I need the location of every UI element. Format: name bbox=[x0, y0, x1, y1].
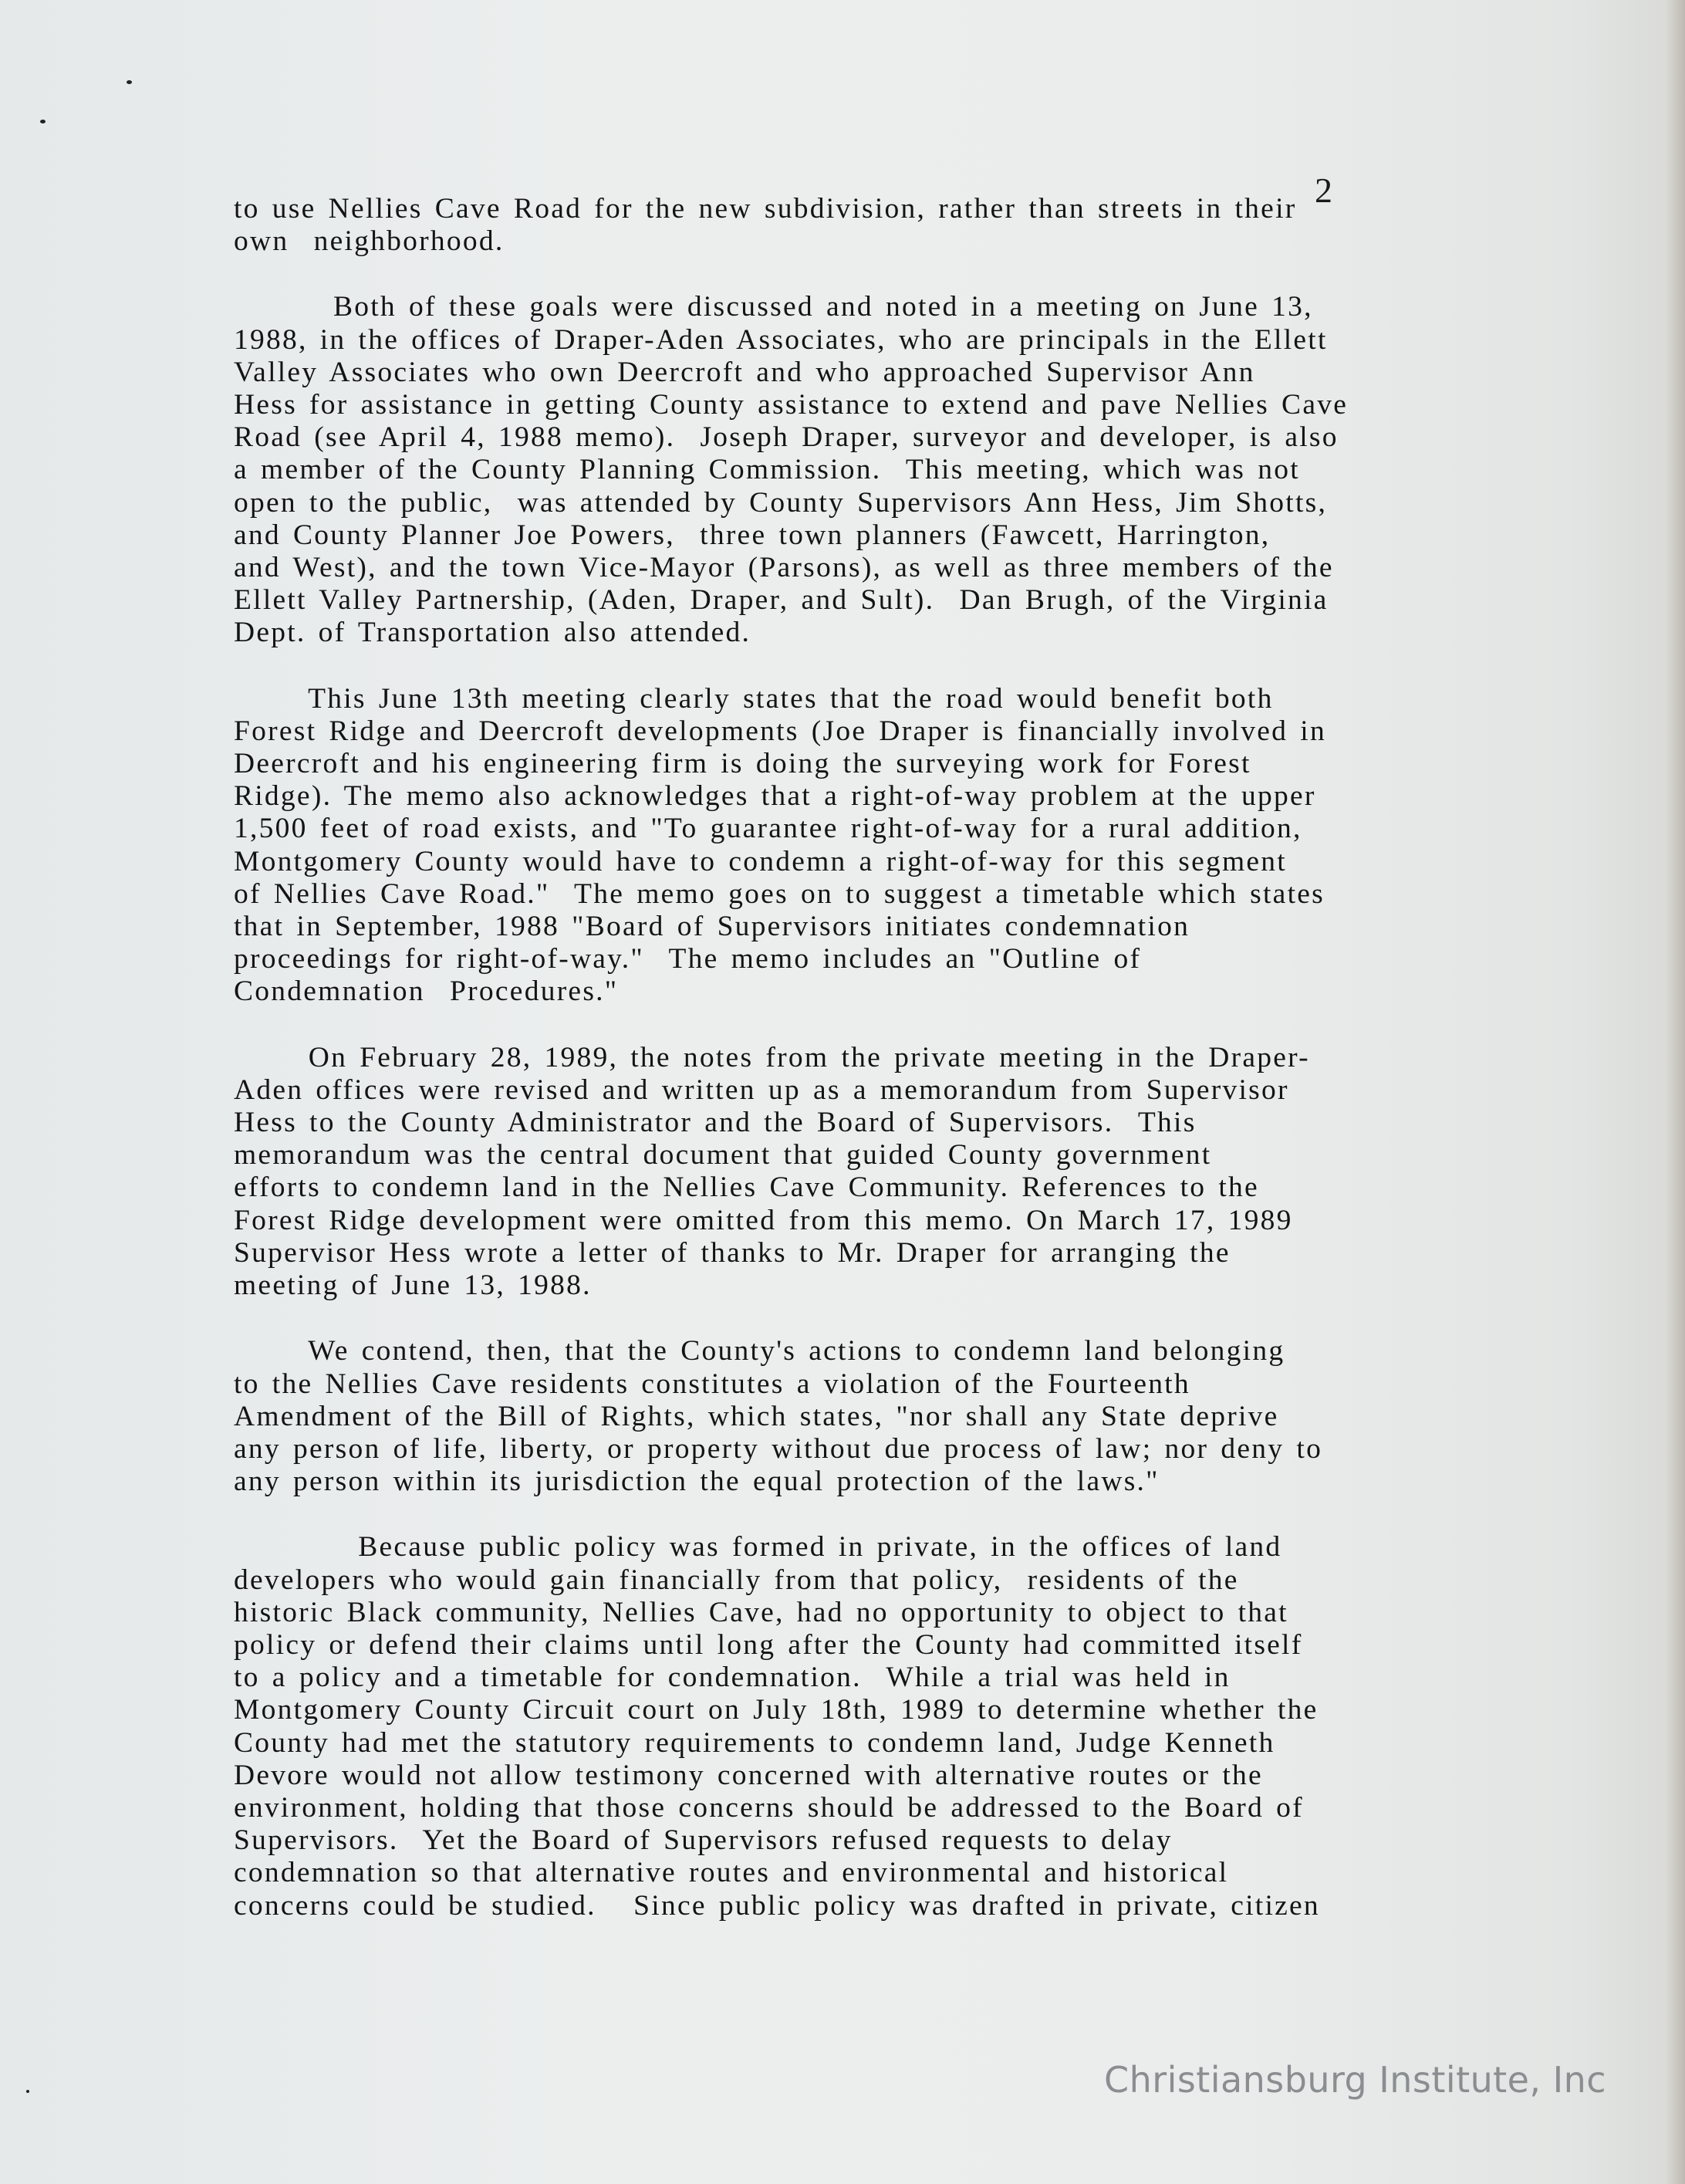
text-line: Forest Ridge and Deercroft developments (Joe Draper is financially involved in bbox=[234, 715, 1326, 747]
text-line: Montgomery County would have to condemn a right-of-way for this segment bbox=[234, 845, 1287, 877]
text-line: Dept. of Transportation also attended. bbox=[234, 617, 751, 649]
scan-speck bbox=[127, 80, 132, 84]
text-line: that in September, 1988 "Board of Supervisors initiates condemnation bbox=[234, 911, 1190, 943]
watermark: Christiansburg Institute, Inc bbox=[1104, 2059, 1606, 2101]
paragraph bbox=[234, 1531, 1437, 1922]
text-line: 1988, in the offices of Draper-Aden Associates, who are principals in the Ellett bbox=[234, 323, 1328, 356]
page-edge-shadow bbox=[1665, 0, 1685, 2184]
page-number: 2 bbox=[1315, 171, 1332, 210]
text-line: developers who would gain financially from that policy, residents of the bbox=[234, 1564, 1239, 1596]
text-line: Forest Ridge development were omitted from this memo. On March 17, 1989 bbox=[234, 1204, 1293, 1236]
text-line: This June 13th meeting clearly states that the road would benefit both bbox=[234, 682, 1274, 715]
paragraph bbox=[234, 1335, 1437, 1498]
text-line: Because public policy was formed in private, in the offices of land bbox=[234, 1531, 1282, 1564]
paragraph bbox=[234, 291, 1437, 649]
text-line: Both of these goals were discussed and noted in a meeting on June 13, bbox=[234, 291, 1313, 323]
text-line: Amendment of the Bill of Rights, which states, "nor shall any State deprive bbox=[234, 1400, 1279, 1432]
text-line: Condemnation Procedures." bbox=[234, 975, 619, 1008]
text-line: meeting of June 13, 1988. bbox=[234, 1269, 592, 1302]
text-line: Hess for assistance in getting County assistance to extend and pave Nellies Cave bbox=[234, 389, 1349, 421]
text-line: Ridge). The memo also acknowledges that a right-of-way problem at the upper bbox=[234, 780, 1316, 813]
text-line: We contend, then, that the County's actions to condemn land belonging bbox=[234, 1335, 1285, 1368]
text-line: County had met the statutory requirements to condemn land, Judge Kenneth bbox=[234, 1726, 1275, 1759]
text-line: a member of the County Planning Commission. This meeting, which was not bbox=[234, 454, 1300, 486]
text-line: condemnation so that alternative routes and environmental and historical bbox=[234, 1857, 1229, 1889]
text-line: Hess to the County Administrator and the Board of Supervisors. This bbox=[234, 1107, 1197, 1139]
text-line: any person of life, liberty, or property without due process of law; nor deny to bbox=[234, 1432, 1323, 1465]
text-line: Valley Associates who own Deercroft and who approached Supervisor Ann bbox=[234, 356, 1255, 388]
text-line: own neighborhood. bbox=[234, 225, 505, 258]
scan-speck bbox=[26, 2090, 29, 2093]
text-line: to use Nellies Cave Road for the new subdivision, rather than streets in their bbox=[234, 193, 1297, 225]
text-line: Supervisors. Yet the Board of Supervisors refused requests to delay bbox=[234, 1824, 1173, 1857]
text-line: Deercroft and his engineering firm is doing the surveying work for Forest bbox=[234, 748, 1251, 780]
text-line: Aden offices were revised and written up as a memorandum from Supervisor bbox=[234, 1073, 1289, 1106]
text-line: open to the public, was attended by County Supervisors Ann Hess, Jim Shotts, bbox=[234, 486, 1328, 519]
text-line: Supervisor Hess wrote a letter of thanks to Mr. Draper for arranging the bbox=[234, 1236, 1231, 1269]
text-line: Road (see April 4, 1988 memo). Joseph Draper, surveyor and developer, is also bbox=[234, 421, 1339, 454]
text-line: On February 28, 1989, the notes from the private meeting in the Draper- bbox=[234, 1041, 1310, 1073]
paragraph bbox=[234, 193, 1437, 258]
text-line: to the Nellies Cave residents constitutes a violation of the Fourteenth bbox=[234, 1368, 1190, 1400]
text-line: proceedings for right-of-way." The memo includes an "Outline of bbox=[234, 943, 1142, 975]
paragraph bbox=[234, 683, 1437, 1009]
text-line: Ellett Valley Partnership, (Aden, Draper, and Sult). Dan Brugh, of the Virginia bbox=[234, 584, 1329, 617]
document-body bbox=[234, 193, 1437, 1956]
text-line: efforts to condemn land in the Nellies Cave Community. References to the bbox=[234, 1171, 1259, 1204]
text-line: to a policy and a timetable for condemnation. While a trial was held in bbox=[234, 1662, 1231, 1694]
text-line: policy or defend their claims until long after the County had committed itself bbox=[234, 1628, 1303, 1661]
text-line: and County Planner Joe Powers, three town planners (Fawcett, Harrington, bbox=[234, 519, 1271, 551]
text-line: historic Black community, Nellies Cave, had no opportunity to object to that bbox=[234, 1596, 1288, 1628]
text-line: 1,500 feet of road exists, and "To guarantee right-of-way for a rural addition, bbox=[234, 813, 1302, 845]
text-line: Montgomery County Circuit court on July 18th, 1989 to determine whether the bbox=[234, 1694, 1319, 1726]
text-line: concerns could be studied. Since public policy was drafted in private, citizen bbox=[234, 1889, 1320, 1922]
text-line: any person within its jurisdiction the equal protection of the laws." bbox=[234, 1466, 1160, 1498]
paragraph bbox=[234, 1042, 1437, 1303]
text-line: environment, holding that those concerns should be addressed to the Board of bbox=[234, 1791, 1304, 1824]
text-line: and West), and the town Vice-Mayor (Parsons), as well as three members of the bbox=[234, 552, 1334, 584]
scan-speck bbox=[40, 120, 46, 123]
text-line: Devore would not allow testimony concerned with alternative routes or the bbox=[234, 1759, 1263, 1791]
text-line: of Nellies Cave Road." The memo goes on to suggest a timetable which states bbox=[234, 877, 1325, 910]
text-line: memorandum was the central document that guided County government bbox=[234, 1139, 1212, 1171]
